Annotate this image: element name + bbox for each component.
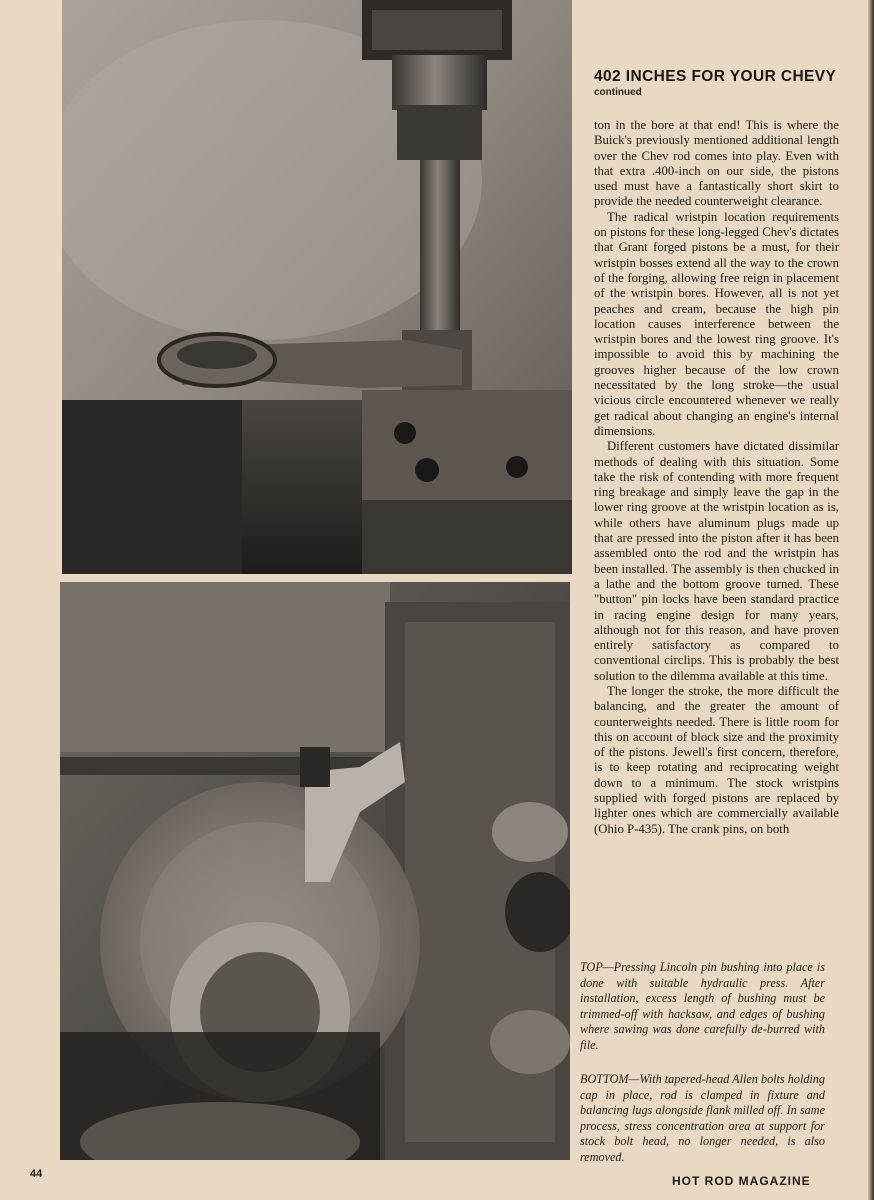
article-header — [594, 68, 844, 98]
body-paragraph: The longer the stroke, the more difficult the balancing, and the greater the amount of counterweights needed. There is little room for this on account of block size and the proximity of the pistons. Jewell's first concern, therefore, is to keep rotating and reciprocating weight down to a minimum. The stock wristpins supplied with forged pistons are replaced by lighter ones which are commercially available (Ohio P-435). The crank pins, on both — [594, 683, 839, 836]
press-illustration — [62, 0, 572, 574]
caption-top: TOP—Pressing Lincoln pin bushing into place is done with suitable hydraulic press. After installation, excess length of bushing must be trimmed-off with hacksaw, and edges of bushing where sawing was done carefully de-burred with file. — [580, 960, 825, 1052]
page-edge — [868, 0, 874, 1200]
caption-bottom: BOTTOM—With tapered-head Allen bolts holding cap in place, rod is clamped in fixture and balancing lugs alongside flank milled off. In same process, stress concentration area at support for stock bolt head, no longer needed, is also removed. — [580, 1072, 825, 1164]
body-paragraph: ton in the bore at that end! This is where the Buick's previously mentioned additional length over the Chev rod comes into play. Even with that extra .400-inch on our side, the pistons used must have a fantastically short skirt to provide the needed counterweight clearance. — [594, 118, 839, 209]
page-number: 44 — [30, 1168, 43, 1180]
body-paragraph: The radical wristpin location requirements on pistons for these long-legged Chev's dictates that Grant forged pistons be a must, for their wristpin bosses extend all the way to the crown of the forging, allowing free reign in placement of the wristpin bores. However, all is not yet peaches and cream, because the high pin location causes interference between the wristpin bores and the lowest ring groove. It's impossible to avoid this by machining the grooves higher because of the low crown necessitated by the long stroke—the usual vicious circle encountered whenever we really get radical about changing an engine's internal dimensions. — [594, 209, 839, 438]
article-continued-label: continued — [594, 87, 642, 98]
magazine-name: HOT ROD MAGAZINE — [672, 1174, 811, 1188]
photo-top-press — [62, 0, 572, 574]
article-title: 402 INCHES FOR YOUR CHEVY — [594, 68, 837, 85]
article-body — [594, 118, 839, 837]
fixture-illustration — [60, 582, 570, 1160]
photo-bottom-fixture — [60, 582, 570, 1160]
body-paragraph: Different customers have dictated dissimilar methods of dealing with this situation. Some take the risk of contending with more frequent ring breakage and simply leave the gap in the lower ring groove at the wristpin location as is, while others have aluminum plugs made up that are pressed into the piston after it has been assembled onto the rod and the wristpin has been installed. The assembly is then chucked in a lathe and the bottom groove turned. These "button" pin locks have been standard practice in racing engine design for many years, although not for this reason, and have proven entirely satisfactory as compared to conventional circlips. This is probably the best solution to the dilemma available at this time. — [594, 439, 839, 683]
